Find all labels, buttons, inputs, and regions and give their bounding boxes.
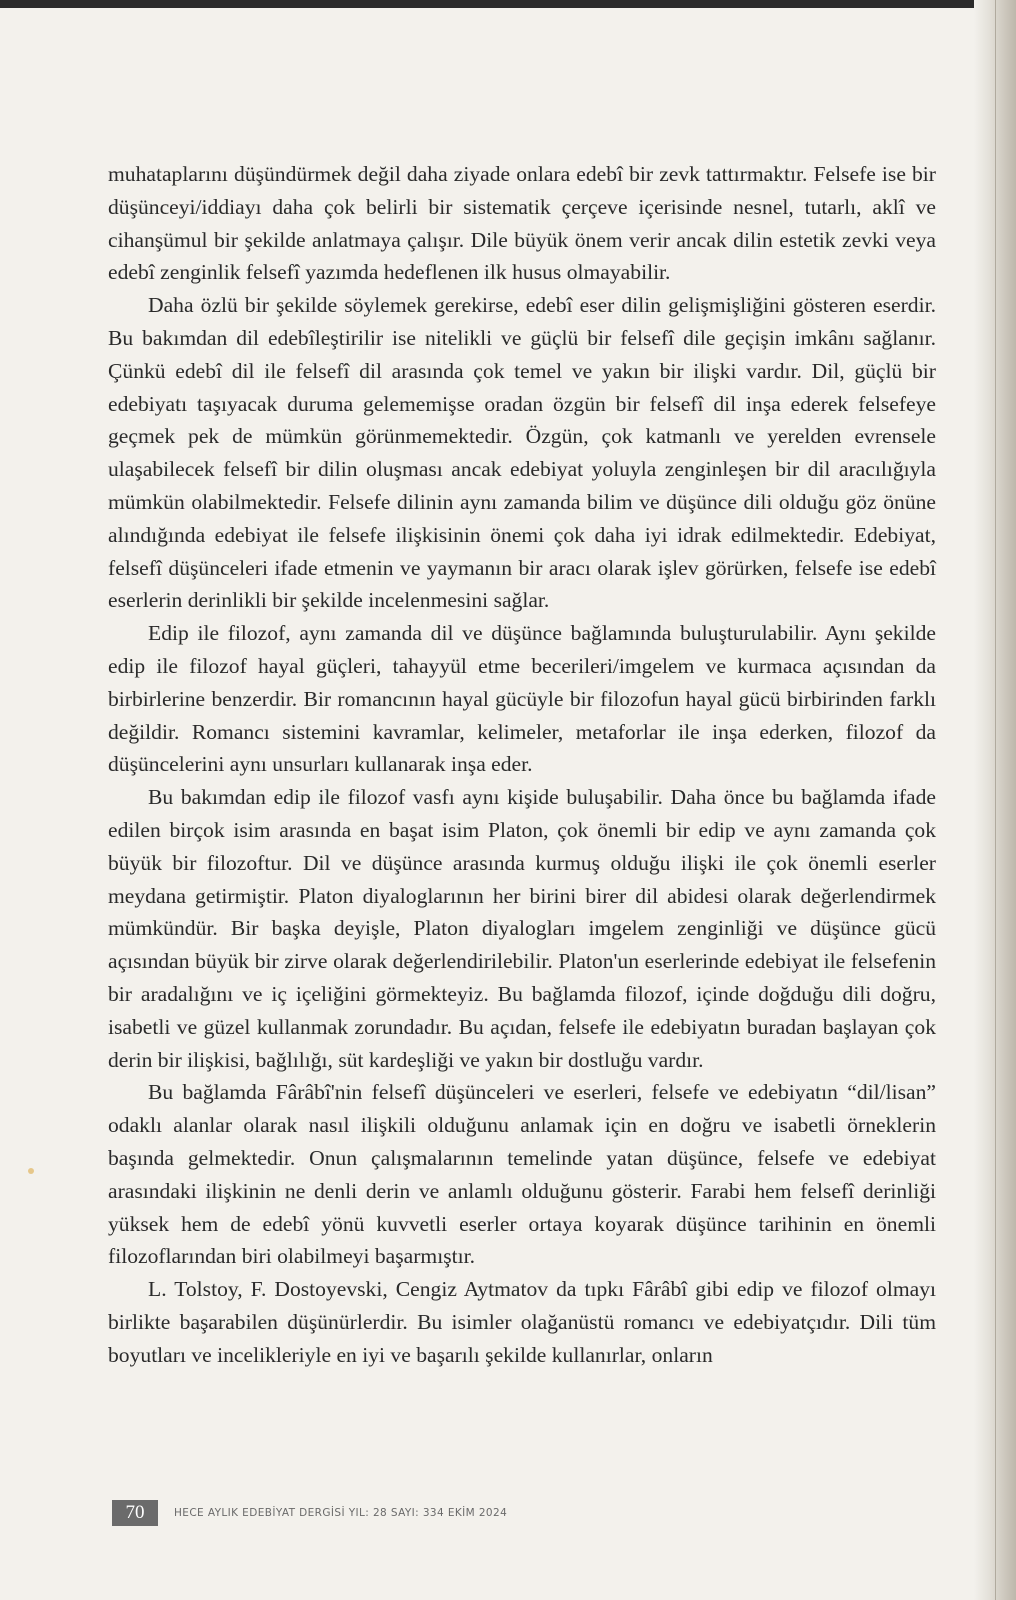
paragraph-3: Edip ile filozof, aynı zamanda dil ve düşünce bağlamında buluşturulabilir. Aynı şekilde edip ile filozof hayal güçleri, tahayyül etme becerileri/imgelem ve kurmaca açısından da birbirlerine benzerdir. Bir romancının hayal gücüyle bir filozofun hayal gücü birbirinden farklı değildir. Romancı sistemini kavramlar, kelimeler, metaforlar ile inşa ederken, filozof da düşüncelerini aynı unsurları kullanarak inşa eder. — [108, 621, 936, 777]
page-footer — [112, 1500, 507, 1526]
page-number: 70 — [112, 1500, 158, 1526]
scan-top-border — [0, 0, 1016, 8]
article-body — [108, 158, 936, 1371]
paragraph-5: Bu bağlamda Fârâbî'nin felsefî düşünceleri ve eserleri, felsefe ve edebiyatın “dil/lisan” odaklı alanlar olarak nasıl ilişkili olduğunu anlamak için en doğru ve isabetli örneklerin başında gelmektedir. Onun çalışmalarının temelinde yatan düşünce, felsefe ve edebiyat arasındaki ilişkinin ne denli derin ve anlamlı olduğunu gösterir. Farabi hem felsefî derinliği yüksek hem de edebî yönü kuvvetli eserler ortaya koyarak düşünce tarihinin en önemli filozoflarından biri olabilmeyi başarmıştır. — [108, 1080, 936, 1269]
paragraph-4: Bu bakımdan edip ile filozof vasfı aynı kişide buluşabilir. Daha önce bu bağlamda ifade edilen birçok isim arasında en başat isim Platon, çok önemli bir edip ve aynı zamanda çok büyük bir filozoftur. Dil ve düşünce arasında kurmuş olduğu ilişki ile çok önemli eserler meydana getirmiştir. Platon diyaloglarının her birini birer dil abidesi olarak değerlendirmek mümkündür. Bir başka deyişle, Platon diyalogları imgelem zenginliği ve düşünce gücü açısından büyük bir zirve olarak değerlendirilebilir. Platon'un eserlerinde edebiyat ile felsefenin bir aradalığını ve iç içeliğini görmekteyiz. Bu bağlamda filozof, içinde doğduğu dili doğru, isabetli ve güzel kullanmak zorundadır. Bu açıdan, felsefe ile edebiyatın buradan başlayan çok derin bir ilişkisi, bağlılığı, süt kardeşliği ve yakın bir dostluğu vardır. — [108, 785, 936, 1072]
paragraph-1: muhataplarını düşündürmek değil daha ziyade onlara edebî bir zevk tattırmaktır. Felsefe ise bir düşünceyi/iddiayı daha çok belirli bir sistematik çerçeve içerisinde nesnel, tutarlı, aklî ve cihanşümul bir şekilde anlatmaya çalışır. Dile büyük önem verir ancak dilin estetik zevki veya edebî zenginlik felsefî yazımda hedeflenen ilk husus olmayabilir. — [108, 162, 936, 285]
paragraph-6: L. Tolstoy, F. Dostoyevski, Cengiz Aytmatov da tıpkı Fârâbî gibi edip ve filozof olmayı birlikte başarabilen düşünürlerdir. Bu isimler olağanüstü romancı ve edebiyatçıdır. Dili tüm boyutları ve incelikleriyle en iyi ve başarılı şekilde kullanırlar, onların — [108, 1277, 936, 1367]
paragraph-2: Daha özlü bir şekilde söylemek gerekirse, edebî eser dilin gelişmişliğini gösteren eserdir. Bu bakımdan dil edebîleştirilir ise nitelikli ve güçlü bir felsefî dile geçişin imkânı sağlanır. Çünkü edebî dil ile felsefî dil arasında çok temel ve yakın bir ilişki vardır. Dil, güçlü bir edebiyatı taşıyacak duruma gelememişse oradan özgün bir felsefî dil inşa ederek felsefeye geçmek pek de mümkün görünmemektedir. Özgün, çok katmanlı ve yerelden evrensele ulaşabilecek felsefî bir dilin oluşması ancak edebiyat yoluyla zenginleşen bir dil aracılığıyla mümkün olabilmektedir. Felsefe dilinin aynı zamanda bilim ve düşünce dili olduğu göz önüne alındığında edebiyat ile felsefe ilişkisinin önemi çok daha iyi idrak edilmektedir. Edebiyat, felsefî düşünceleri ifade etmenin ve yaymanın bir aracı olarak işlev görürken, felsefe ise edebî eserlerin derinlikli bir şekilde incelenmesini sağlar. — [108, 293, 936, 613]
journal-info: HECE AYLIK EDEBİYAT DERGİSİ YIL: 28 SAYI: 334 EKİM 2024 — [174, 1507, 508, 1519]
page-edge-line — [995, 0, 996, 1600]
scan-speck — [28, 1168, 34, 1174]
